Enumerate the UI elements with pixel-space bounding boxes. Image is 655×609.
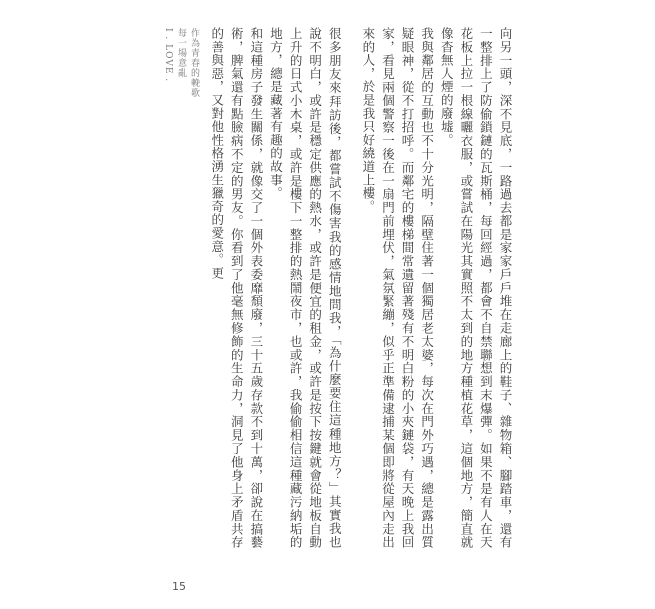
page-number: 15	[172, 580, 186, 593]
header-subtitle: 作為青春的輓歌	[189, 28, 199, 98]
body-text	[207, 27, 515, 549]
paragraph: 很多朋友來拜訪後，都嘗試不傷害我的感情地問我，「為什麼要住這種地方？」其實我也說不明白，或許是穩定供應的熱水，或許是便宜的租金，或許是按下按鍵就會從地板自動上升的日式小木桌，或許是樓下一整排的熱鬧夜市，也或許，我偷偷相信這種藏污納垢的地方，總是藏著有趣的故事。	[268, 27, 343, 549]
paragraph: 我與鄰居的互動也不十分光明，隔壁住著一個獨居老太婆，每次在門外巧遇，總是露出質疑眼神，從不打招呼。而鄰宅的樓梯間常遺留著殘有不明白粉的小夾鏈袋，有天晚上我回家，看見兩個警察一後在一扇門前埋伏，氣氛緊繃，似乎正準備逮捕某個即將從屋內走出來的人，於是我只好繞道上樓。	[360, 27, 435, 549]
paragraph: 和這種房子發生關係，就像交了一個外表委靡頹廢，三十五歲存款不到十萬，卻說在搞藝術，脾氣還有點臉病不定的男友。你看到了他毫無修飾的生命力，洞見了他身上矛盾共存的善與惡，又對他性格湧生獵奇的愛意。更	[209, 27, 264, 549]
paragraph: 向另一頭，深不見底，一路過去都是家家戶戶堆在走廊上的鞋子、雜物箱、腳踏車，還有一整排上了防偷鎖鏈的瓦斯桶，每回經過，都會不自禁聯想到末爆彈。如果不是有人在天花板上拉一根線曬衣服，或嘗試在陽光其實照不太到的地方種植花草，這個地方，簡直就像杳無人煙的廢墟。	[439, 27, 513, 549]
running-header	[160, 28, 199, 148]
header-series: I . LOVE .	[163, 28, 173, 83]
header-title: 每一場意亂	[176, 28, 186, 78]
